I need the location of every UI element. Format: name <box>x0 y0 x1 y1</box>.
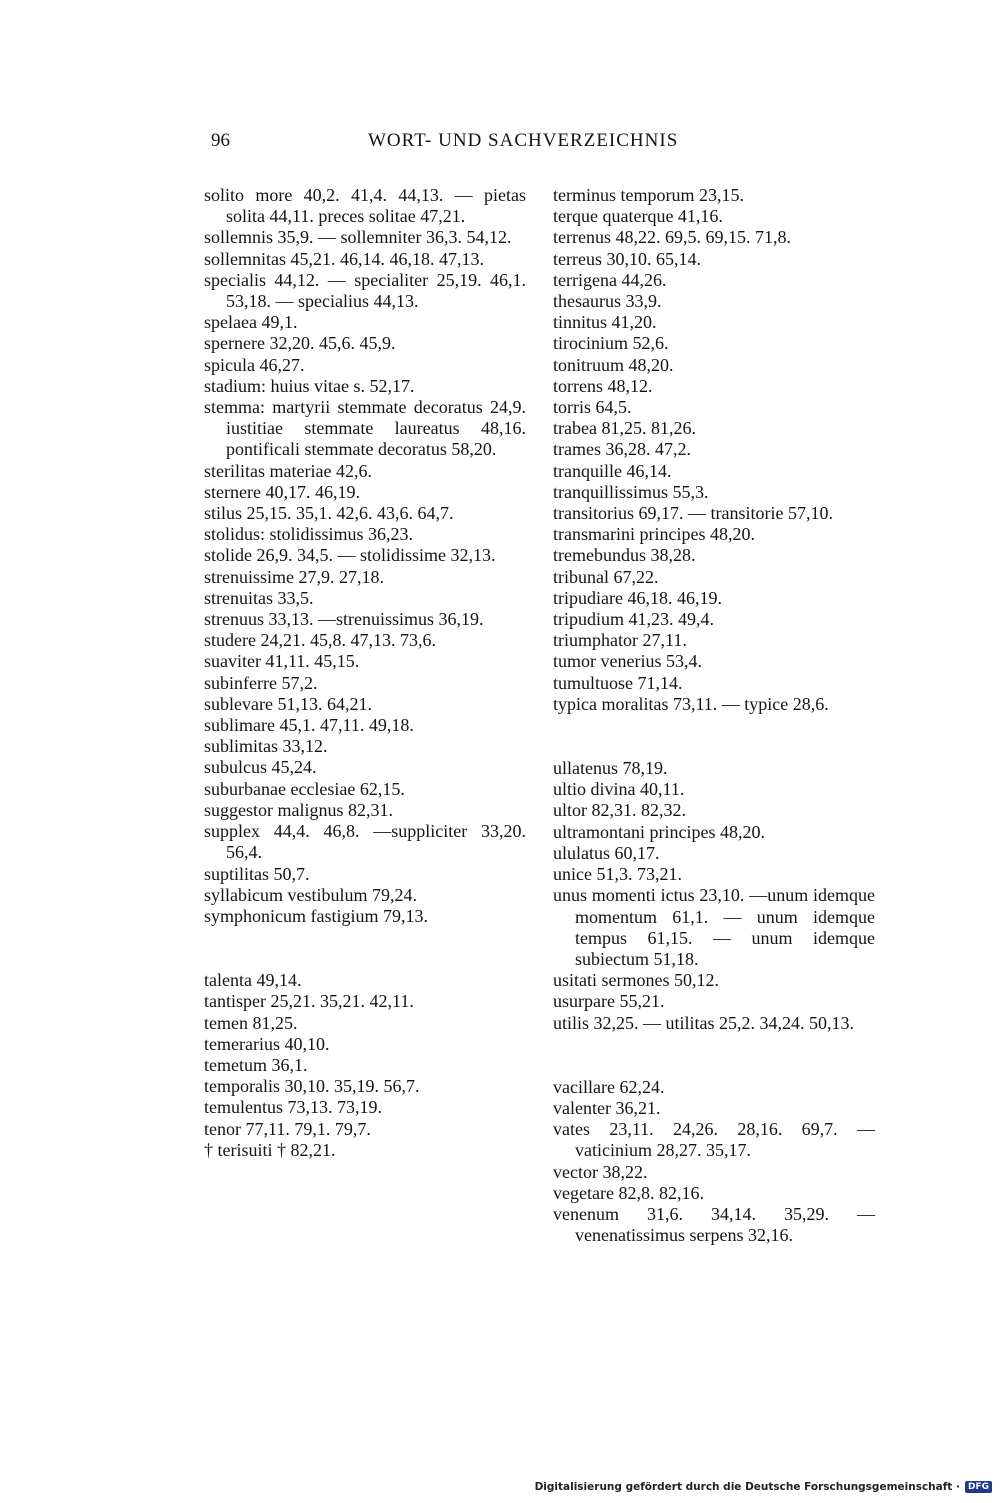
index-entry: stilus 25,15. 35,1. 42,6. 43,6. 64,7. <box>204 503 454 524</box>
index-entry: suptilitas 50,7. <box>204 863 310 884</box>
index-entry: trames 36,28. 47,2. <box>553 439 691 460</box>
index-entry: venenum 31,6. 34,14. 35,29. —venenatissimus serpens 32,16. <box>553 1203 875 1246</box>
index-entry: sterilitas materiae 42,6. <box>204 460 372 481</box>
index-entry: temerarius 40,10. <box>204 1033 330 1054</box>
index-entry: solito more 40,2. 41,4. 44,13. — pietas solita 44,11. preces solitae 47,21. <box>204 185 526 227</box>
index-entry: tumor venerius 53,4. <box>553 651 702 672</box>
index-entry: suggestor malignus 82,31. <box>204 799 393 820</box>
index-entry: tripudiare 46,18. 46,19. <box>553 587 722 608</box>
index-entry: typica moralitas 73,11. — typice 28,6. <box>553 693 829 714</box>
index-entry: transitorius 69,17. — transitorie 57,10. <box>553 503 833 524</box>
section-gap <box>204 927 526 970</box>
index-entry: vates 23,11. 24,26. 28,16. 69,7. —vaticinium 28,27. 35,17. <box>553 1119 875 1161</box>
index-entry: sollemnitas 45,21. 46,14. 46,18. 47,13. <box>204 248 484 269</box>
index-entry: strenuissime 27,9. 27,18. <box>204 566 384 587</box>
index-entry: triumphator 27,11. <box>553 630 687 651</box>
index-entry: terminus temporum 23,15. <box>553 185 744 205</box>
index-entry: stadium: huius vitae s. 52,17. <box>204 375 415 396</box>
index-entry: ullatenus 78,19. <box>553 758 668 779</box>
index-entry: talenta 49,14. <box>204 970 302 991</box>
index-column-left <box>204 185 526 1161</box>
index-entry: stemma: martyrii stemmate decoratus 24,9. iustitiae stemmate laureatus 48,16. pontificali stemmate decoratus 58,20. <box>204 397 526 460</box>
index-entry: sternere 40,17. 46,19. <box>204 481 360 502</box>
index-entry: tenor 77,11. 79,1. 79,7. <box>204 1118 371 1139</box>
running-title: WORT- UND SACHVERZEICHNIS <box>368 130 679 151</box>
index-entry: temetum 36,1. <box>204 1054 308 1075</box>
index-entry: stolidus: stolidissimus 36,23. <box>204 524 414 545</box>
footer <box>535 1477 992 1497</box>
index-entry: unice 51,3. 73,21. <box>553 864 682 885</box>
index-entry: suaviter 41,11. 45,15. <box>204 651 360 672</box>
index-entry: valenter 36,21. <box>553 1097 661 1118</box>
section-gap <box>553 715 875 758</box>
index-entry: temen 81,25. <box>204 1012 298 1033</box>
index-entry: tirocinium 52,6. <box>553 333 669 354</box>
index-entry: symphonicum fastigium 79,13. <box>204 905 428 926</box>
index-entry: usurpare 55,21. <box>553 991 665 1012</box>
index-entry: terrenus 48,22. 69,5. 69,15. 71,8. <box>553 227 791 248</box>
index-entry: spicula 46,27. <box>204 354 305 375</box>
index-entry: terreus 30,10. 65,14. <box>553 248 701 269</box>
index-entry: torrens 48,12. <box>553 375 653 396</box>
index-entry: tinnitus 41,20. <box>553 312 657 333</box>
index-entry: syllabicum vestibulum 79,24. <box>204 884 417 905</box>
index-entry: tripudium 41,23. 49,4. <box>553 609 714 630</box>
index-entry: vacillare 62,24. <box>553 1076 665 1097</box>
index-entry: tonitruum 48,20. <box>553 354 674 375</box>
index-entry: sublimitas 33,12. <box>204 736 328 757</box>
footer-text: Digitalisierung gefördert durch die Deutsche Forschungsgemeinschaft · <box>534 1481 960 1493</box>
index-entry: supplex 44,4. 46,8. —suppliciter 33,20. 56,4. <box>204 821 526 863</box>
index-entry: tranquillissimus 55,3. <box>553 481 709 502</box>
index-entry: vegetare 82,8. 82,16. <box>553 1182 704 1203</box>
index-entry: subulcus 45,24. <box>204 757 317 778</box>
index-entry: sublimare 45,1. 47,11. 49,18. <box>204 715 414 736</box>
index-entry: tranquille 46,14. <box>553 460 672 481</box>
index-entry: tribunal 67,22. <box>553 566 659 587</box>
index-column-right <box>553 185 875 1246</box>
page-number: 96 <box>211 130 230 151</box>
index-entry: † terisuiti † 82,21. <box>204 1139 336 1160</box>
index-entry: spernere 32,20. 45,6. 45,9. <box>204 333 396 354</box>
index-entry: thesaurus 33,9. <box>553 291 662 312</box>
index-entry: terrigena 44,26. <box>553 269 667 290</box>
index-entry: sollemnis 35,9. — sollemniter 36,3. 54,12. <box>204 227 512 248</box>
section-gap <box>553 1034 875 1077</box>
index-entry: ululatus 60,17. <box>553 842 660 863</box>
index-entry: ultramontani principes 48,20. <box>553 821 765 842</box>
index-entry: terque quaterque 41,16. <box>553 206 723 227</box>
index-entry: unus momenti ictus 23,10. —unum idemque momentum 61,1. — unum idemque tempus 61,15. — unum idemque subiectum 51,18. <box>553 885 875 969</box>
index-entry: tantisper 25,21. 35,21. 42,11. <box>204 991 414 1012</box>
index-entry: transmarini principes 48,20. <box>553 524 755 545</box>
index-entry: sublevare 51,13. 64,21. <box>204 693 372 714</box>
index-entry: temporalis 30,10. 35,19. 56,7. <box>204 1076 420 1097</box>
index-entry: utilis 32,25. — utilitas 25,2. 34,24. 50,13. <box>553 1012 855 1033</box>
index-entry: usitati sermones 50,12. <box>553 970 719 991</box>
index-entry: stolide 26,9. 34,5. — stolidissime 32,13. <box>204 545 496 566</box>
page-header <box>211 130 871 158</box>
index-entry: strenuus 33,13. —strenuissimus 36,19. <box>204 609 484 630</box>
index-entry: subinferre 57,2. <box>204 672 318 693</box>
index-entry: tumultuose 71,14. <box>553 672 683 693</box>
index-entry: strenuitas 33,5. <box>204 587 314 608</box>
index-entry: ultio divina 40,11. <box>553 779 685 800</box>
index-entry: torris 64,5. <box>553 397 632 418</box>
index-entry: ultor 82,31. 82,32. <box>553 800 686 821</box>
index-entry: specialis 44,12. — specialiter 25,19. 46,1. 53,18. — specialius 44,13. <box>204 269 526 312</box>
index-entry: temulentus 73,13. 73,19. <box>204 1097 382 1118</box>
dfg-logo: DFG <box>965 1481 992 1493</box>
index-entry: vector 38,22. <box>553 1161 648 1182</box>
index-entry: studere 24,21. 45,8. 47,13. 73,6. <box>204 630 436 651</box>
index-entry: suburbanae ecclesiae 62,15. <box>204 778 405 799</box>
index-entry: spelaea 49,1. <box>204 312 298 333</box>
index-entry: tremebundus 38,28. <box>553 545 696 566</box>
index-entry: trabea 81,25. 81,26. <box>553 418 696 439</box>
